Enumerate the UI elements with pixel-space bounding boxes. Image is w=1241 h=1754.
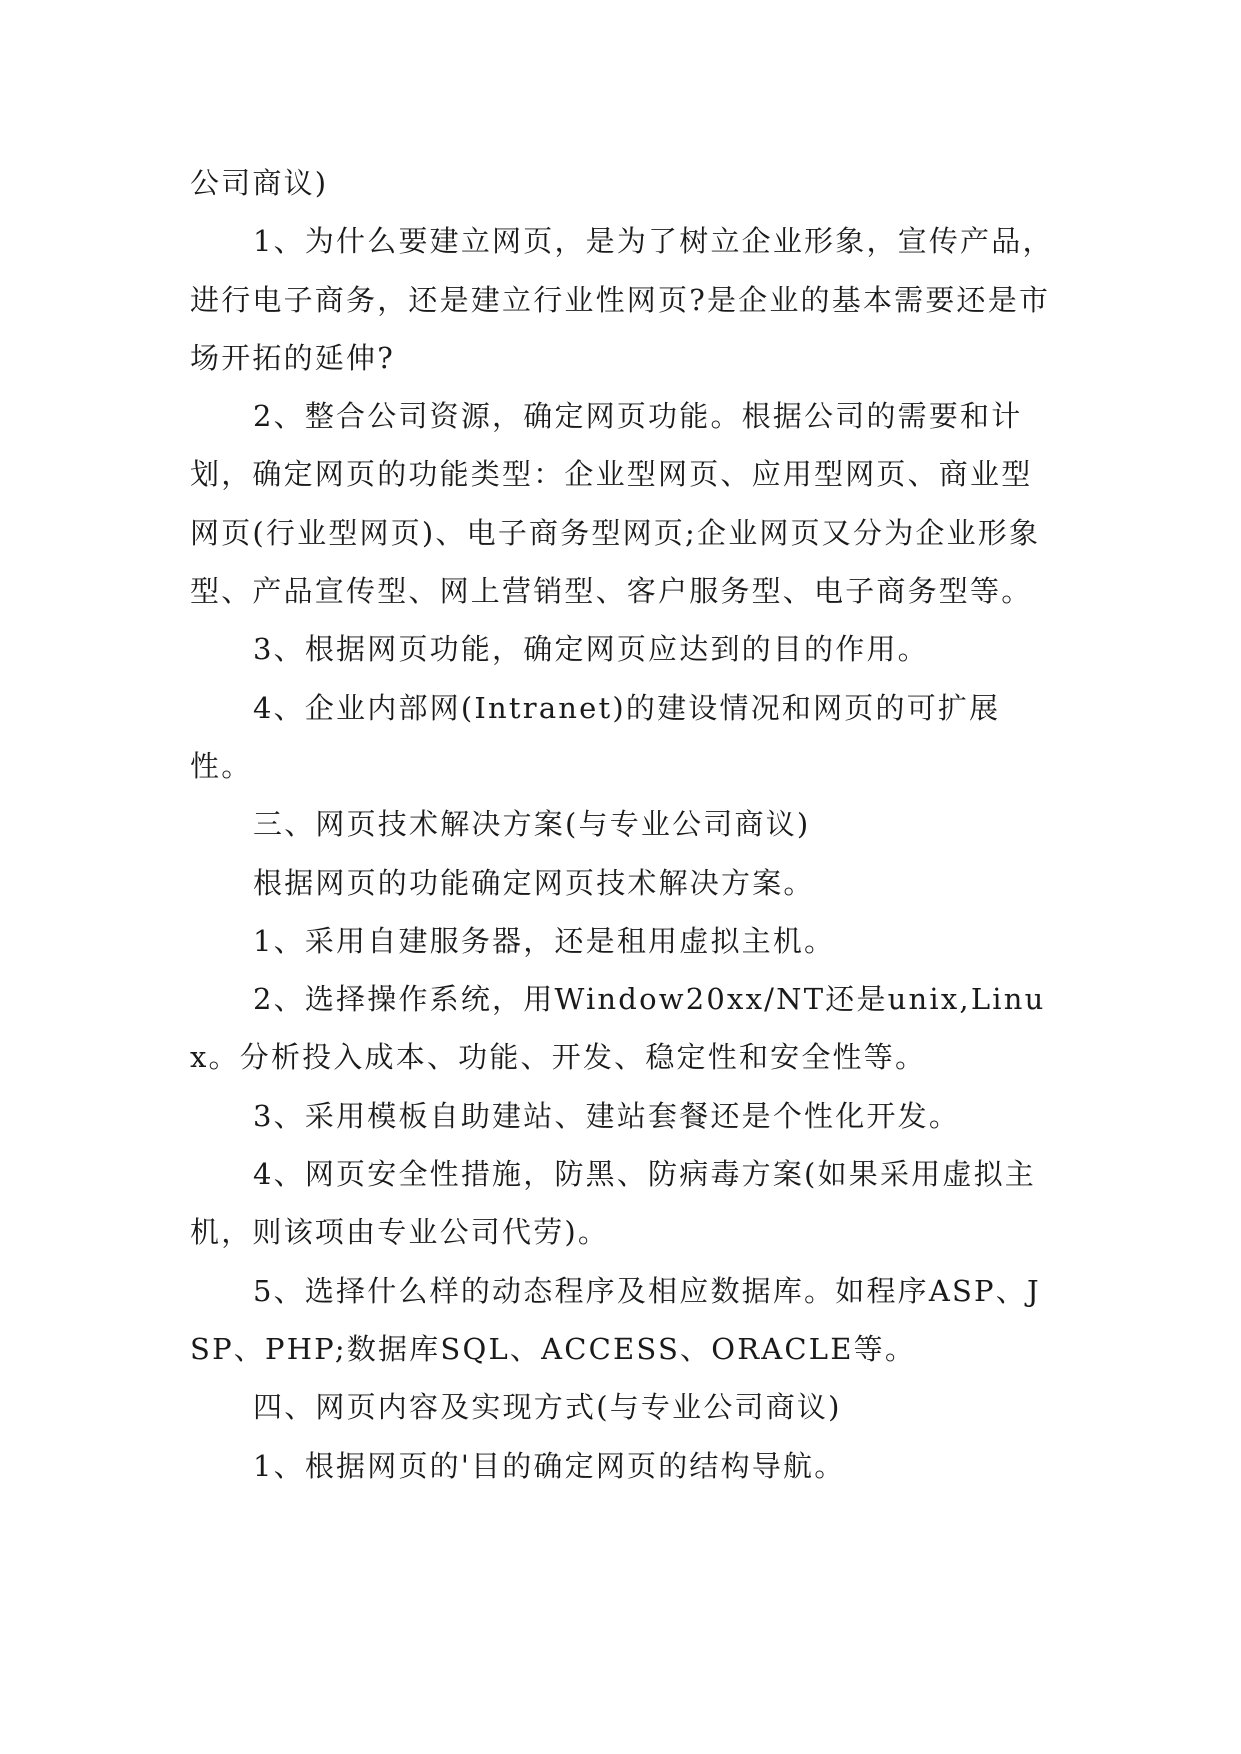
paragraph-tech-5-database: 5、选择什么样的动态程序及相应数据库。如程序ASP、JSP、PHP;数据库SQL、ACCESS、ORACLE等。	[190, 1273, 1041, 1366]
section-heading-4: 四、网页内容及实现方式(与专业公司商议)	[253, 1390, 842, 1425]
paragraph-content-1-navigation: 1、根据网页的'目的确定网页的结构导航。	[253, 1448, 846, 1483]
paragraph-tech-2-os: 2、选择操作系统，用Window20xx/NT还是unix,Linux。分析投入成本、功能、开发、稳定性和安全性等。	[190, 982, 1046, 1075]
paragraph-continuation: 公司商议)	[190, 166, 329, 200]
paragraph-item-1-purpose: 1、为什么要建立网页，是为了树立企业形象，宣传产品，进行电子商务，还是建立行业性网页?是企业的基本需要还是市场开拓的延伸?	[190, 224, 1054, 375]
paragraph-tech-3-template: 3、采用模板自助建站、建站套餐还是个性化开发。	[253, 1098, 961, 1133]
paragraph-section-intro: 根据网页的功能确定网页技术解决方案。	[253, 865, 815, 900]
paragraph-item-4-intranet: 4、企业内部网(Intranet)的建设情况和网页的可扩展性。	[190, 690, 1001, 783]
document-body	[190, 154, 1060, 1495]
paragraph-tech-4-security: 4、网页安全性措施，防黑、防病毒方案(如果采用虚拟主机，则该项由专业公司代劳)。	[190, 1157, 1036, 1250]
paragraph-tech-1-server: 1、采用自建服务器，还是租用虚拟主机。	[253, 923, 836, 958]
paragraph-item-3-goals: 3、根据网页功能，确定网页应达到的目的作用。	[253, 632, 929, 667]
section-heading-3: 三、网页技术解决方案(与专业公司商议)	[253, 807, 811, 842]
paragraph-item-2-resources: 2、整合公司资源，确定网页功能。根据公司的需要和计划，确定网页的功能类型：企业型网页、应用型网页、商业型网页(行业型网页)、电子商务型网页;企业网页又分为企业形象型、产品宣传型、网上营销型、客户服务型、电子商务型等。	[190, 399, 1041, 609]
